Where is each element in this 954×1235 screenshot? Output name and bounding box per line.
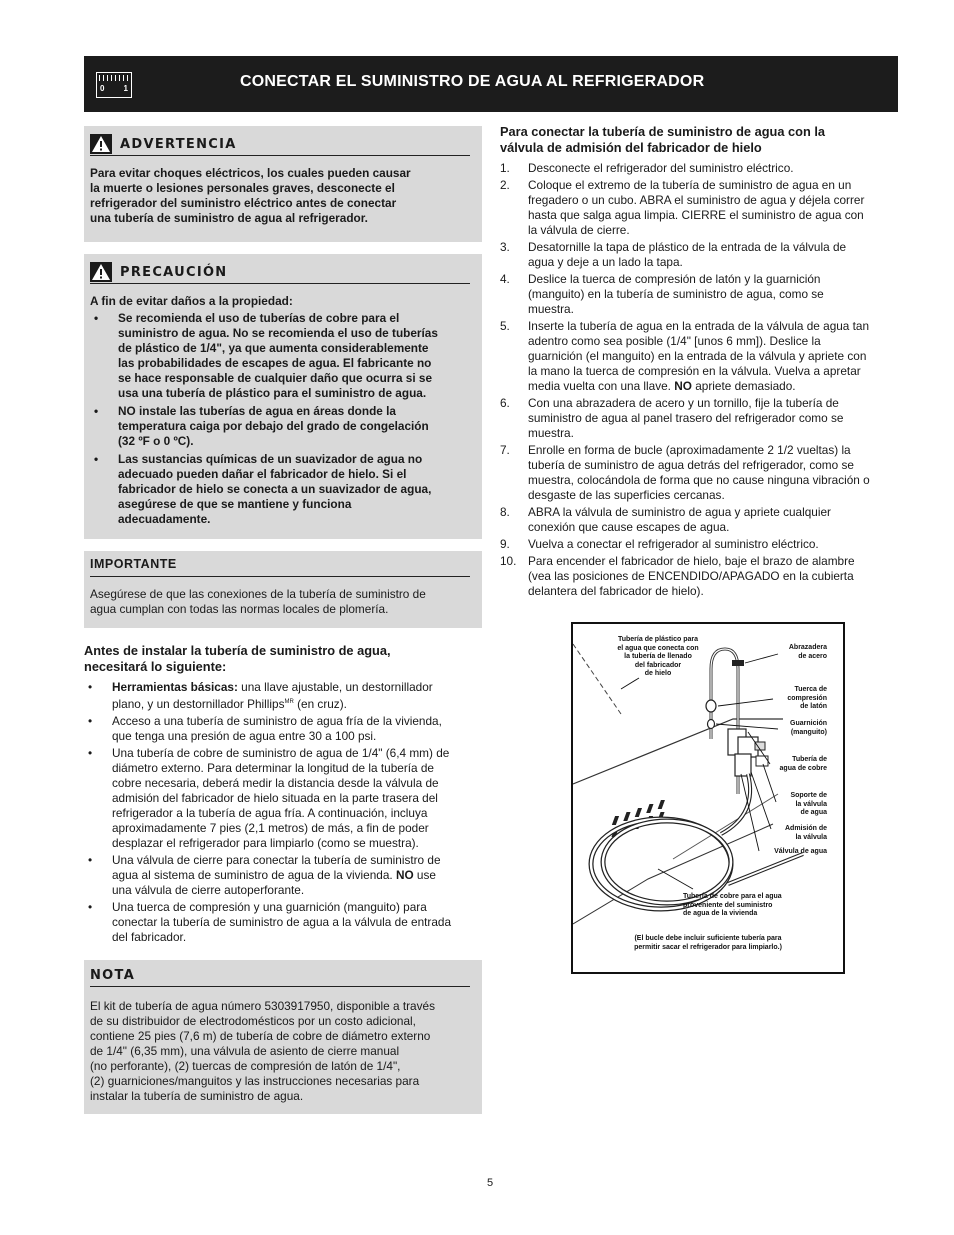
note-box (84, 960, 482, 1114)
emphasis-no: NO (674, 379, 692, 393)
warning-title: ADVERTENCIA (120, 136, 237, 152)
caution-title-row (90, 262, 470, 284)
label-line: Tuerca de (794, 686, 827, 693)
requirements-line: una válvula de cierre autoperforante. (112, 882, 305, 897)
label-line: de latón (800, 703, 827, 710)
warning-box (84, 126, 482, 242)
trademark-sup: MR (284, 699, 294, 705)
label-line: proveniente del suministro (683, 901, 773, 909)
caution-item (90, 452, 476, 527)
requirements-item (84, 680, 484, 712)
requirements-line: conectar la tubería de suministro de agua a la válvula de entrada (112, 914, 452, 929)
step-text: media vuelta con una llave. (528, 379, 675, 393)
step-line: adentro como sea posible (1/4" [unos 6 mm]). Deslice la (528, 334, 821, 348)
step-number: 2. (500, 178, 510, 192)
requirements-line: • Una tubería de cobre de suministro de agua de 1/4" (6,4 mm) de (112, 745, 450, 760)
step-line: conexión que cause escapes de agua. (528, 520, 730, 534)
step-item (500, 554, 905, 599)
step-line: muestra, colocándola de forma que no cause ninguna vibración o (528, 473, 870, 487)
caution-line: • NO instale las tuberías de agua en áreas donde la (118, 404, 396, 418)
label-line: la válvula (795, 800, 827, 808)
caution-title: PRECAUCIÓN (120, 264, 228, 280)
caution-line: de plástico de 1/4", ya que aumenta considerablemente (118, 341, 429, 355)
caution-item (90, 404, 476, 449)
requirements-item (84, 853, 484, 898)
label-line: Abrazadera (788, 644, 827, 651)
warning-body (84, 156, 476, 226)
step-item (500, 505, 905, 535)
caution-item (90, 311, 476, 401)
caution-box (84, 254, 482, 539)
requirements-text: una llave ajustable, un destornillador (237, 680, 433, 694)
requirements-item (84, 746, 484, 851)
step-item (500, 443, 905, 503)
steps-title: válvula de admisión del fabricador de hielo (500, 140, 762, 155)
step-number: 3. (500, 240, 510, 254)
caution-line: las probabilidades de escapes de agua. El fabricante no (118, 356, 432, 370)
page-number: 5 (487, 1177, 494, 1189)
label-line: de agua (800, 809, 827, 816)
step-item (500, 178, 905, 238)
label-line: compresión (787, 694, 827, 702)
requirements-title: Antes de instalar la tubería de suministro de agua, (84, 643, 391, 658)
step-line: (manguito) en la tubería de suministro de agua, como se (528, 287, 824, 301)
step-line: fregadero o un cubo. ABRA el suministro de agua y déjela correr (528, 193, 865, 207)
label-line: de hielo (644, 670, 672, 677)
warning-line: refrigerador del suministro eléctrico antes de conectar (90, 196, 397, 210)
caution-line: adecuado pueden dañar el fabricador de hielo. Si el (118, 467, 407, 481)
label-water-valve (774, 848, 827, 857)
emphasis-no: NO (395, 867, 414, 882)
caution-line: • Se recomienda el uso de tuberías de cobre para el (118, 311, 400, 325)
step-number: 7. (500, 443, 510, 457)
step-line: la válvula de cierre. (528, 223, 630, 237)
step-line: hasta que salga agua limpia. CIERRE el suministro de agua con (528, 208, 864, 222)
note-line: contiene 25 pies (7,6 m) de tubería de cobre de diámetro externo (90, 1029, 431, 1043)
requirements-title: necesitará lo siguiente: (84, 659, 227, 674)
label-valve-intake (785, 825, 827, 842)
label-line: permitir sacar el refrigerador para limpiarlo.) (634, 943, 782, 951)
ruler-icon (96, 72, 132, 98)
step-item (500, 240, 905, 270)
important-body (84, 577, 476, 617)
label-loop-note (593, 935, 823, 952)
label-compression-nut (787, 686, 827, 712)
label-line: agua de cobre (779, 764, 827, 772)
requirements-line (112, 868, 484, 883)
requirements-text: plano, y un destornillador Phillips (112, 696, 285, 711)
step-number: 4. (500, 272, 510, 286)
step-line: Coloque el extremo de la tubería de suministro de agua en un (528, 178, 852, 192)
requirements-line: • Acceso a una tubería de suministro de agua fría de la vivienda, (112, 713, 442, 728)
caution-intro: A fin de evitar daños a la propiedad: (90, 294, 293, 308)
note-body (84, 987, 476, 1104)
label-line: el agua que conecta con (617, 644, 699, 652)
requirements-line (112, 695, 484, 712)
step-line: Enrolle en forma de bucle (aproximadamente 2 1/2 vueltas) la (528, 443, 851, 457)
important-title-row (90, 555, 470, 577)
step-line: Desatornille la tapa de plástico de la entrada de la válvula de (528, 240, 847, 254)
step-text: apriete demasiado. (691, 379, 796, 393)
label-copper-tube (780, 756, 827, 773)
important-line: agua cumplan con todas las normas locales de plomería. (90, 602, 389, 616)
step-line: agua y deje a un lado la tapa. (528, 255, 683, 269)
label-line: Tubería de plástico para (617, 636, 698, 643)
note-line: El kit de tubería de agua número 5303917950, disponible a través (90, 999, 435, 1013)
caution-line: • Las sustancias químicas de un suavizador de agua no (118, 452, 423, 466)
label-line: de agua de la vivienda (683, 910, 758, 917)
step-number: 10. (500, 554, 517, 568)
step-line: Con una abrazadera de acero y un tornillo, fije la tubería de (528, 396, 839, 410)
label-line: Admisión de (784, 825, 827, 832)
requirements-line: diámetro externo. Para determinar la longitud de la tubería de (112, 760, 434, 775)
ruler-left-number: 0 (100, 84, 105, 93)
warning-line: una tubería de suministro de agua al refrigerador. (90, 211, 368, 225)
note-line: de 1/4" (6,35 mm), una válvula de asiento de cierre manual (90, 1044, 400, 1058)
warning-triangle-icon (90, 262, 112, 282)
caution-line: adecuadamente. (118, 512, 211, 526)
note-line: de su distribuidor de electrodomésticos por un costo adicional, (90, 1014, 416, 1028)
step-line: tubería de suministro de agua detrás del refrigerador, como se (528, 458, 854, 472)
requirements-text: (en cruz). (293, 696, 347, 711)
step-line: (vea las posiciones de ENCENDIDO/APAGADO en la cubierta (528, 569, 854, 583)
step-line: ABRA la válvula de suministro de agua y apriete cualquier (528, 505, 831, 519)
tools-label: Herramientas básicas: (112, 680, 238, 694)
important-line: Asegúrese de que las conexiones de la tubería de suministro de (90, 587, 426, 601)
note-title: NOTA (90, 968, 136, 983)
warning-title-row (90, 134, 470, 156)
caution-line: fabricador de hielo se conecta a un suavizador de agua, (118, 482, 432, 496)
step-number: 5. (500, 319, 510, 333)
step-line: suministro de agua al panel trasero del refrigerador como se (528, 411, 844, 425)
caution-line: suministro de agua. No se recomienda el uso de tuberías (118, 326, 438, 340)
label-line: del fabricador (634, 661, 682, 669)
step-line: Desconecte el refrigerador del suministro eléctrico. (528, 161, 794, 175)
requirements-item (84, 714, 484, 744)
requirements-line (112, 680, 484, 695)
label-line: Tubería de cobre para el agua (683, 893, 782, 900)
step-line: muestra. (528, 302, 574, 316)
label-house-copper (683, 893, 782, 919)
label-line: Válvula de agua (774, 848, 827, 855)
label-line: la válvula (795, 833, 827, 841)
step-line: Vuelva a conectar el refrigerador al suministro eléctrico. (528, 537, 819, 551)
step-line: delantera del fabricador de hielo). (528, 584, 704, 598)
requirements-line: desplazar el refrigerador para limpiarlo (como se muestra). (112, 835, 419, 850)
requirements-text: use (413, 867, 436, 882)
step-line: guarnición (el manguito) en la entrada de la válvula y apriete con (528, 349, 867, 363)
section-header (84, 56, 898, 112)
step-number: 9. (500, 537, 510, 551)
step-line (528, 379, 905, 394)
caution-line: usa una tubería de plástico para el suministro de agua. (118, 386, 427, 400)
requirements-section (84, 643, 484, 945)
water-connection-diagram (571, 622, 845, 974)
caution-line: se hace responsable de cualquier daño que ocurra si se (118, 371, 433, 385)
requirements-line: refrigerador a la tubería de agua fría. A continuación, incluya (112, 805, 428, 820)
label-line: de acero (798, 652, 827, 660)
note-line: (2) guarniciones/manguitos y las instrucciones necesarias para (90, 1074, 420, 1088)
requirements-line: • Una válvula de cierre para conectar la tubería de suministro de (112, 852, 441, 867)
step-item (500, 272, 905, 317)
steps-list (500, 161, 905, 599)
label-line: (El bucle debe incluir suficiente tubería para (634, 935, 782, 942)
requirements-line: que tenga una presión de agua entre 30 a 100 psi. (112, 728, 377, 743)
step-line: Deslice la tuerca de compresión de latón y la guarnición (528, 272, 821, 286)
label-plastic-tube (605, 636, 711, 679)
caution-list (90, 311, 476, 527)
step-line: la mano la tuerca de compresión en la válvula. Vuelva a apretar (528, 364, 861, 378)
requirements-line: admisión del fabricador de hielo situada en la parte trasera del (112, 790, 438, 805)
requirements-line: aproximadamente 7 pies (2,1 metros) de más, a fin de poder (112, 820, 429, 835)
step-item (500, 319, 905, 394)
warning-line: Para evitar choques eléctricos, los cuales pueden causar (90, 166, 411, 180)
step-item (500, 161, 905, 176)
step-line: Inserte la tubería de agua en la entrada de la válvula de agua tan (528, 319, 870, 333)
step-number: 6. (500, 396, 510, 410)
warning-triangle-icon (90, 134, 112, 154)
ruler-right-number: 1 (123, 84, 128, 93)
caution-body (84, 284, 476, 527)
requirements-list (84, 680, 484, 945)
section-title: CONECTAR EL SUMINISTRO DE AGUA AL REFRIGERADOR (240, 73, 705, 90)
note-title-row (90, 966, 470, 987)
requirements-line: • Una tuerca de compresión y una guarnición (manguito) para (112, 899, 427, 914)
caution-line: (32 ºF o 0 ºC). (118, 434, 194, 448)
label-line: (manguito) (790, 728, 827, 736)
important-title: IMPORTANTE (90, 557, 177, 571)
warning-line: la muerte o lesiones personales graves, desconecte el (90, 181, 395, 195)
caution-line: asegúrese de que se mantiene y funciona (118, 497, 352, 511)
requirements-item (84, 900, 484, 945)
step-number: 1. (500, 161, 510, 175)
step-line: Para encender el fabricador de hielo, baje el brazo de alambre (528, 554, 855, 568)
step-line: desgaste de las superficies cercanas. (528, 488, 725, 502)
label-sleeve (790, 720, 827, 737)
caution-line: temperatura caiga por debajo del grado de congelación (118, 419, 429, 433)
requirements-line: del fabricador. (112, 929, 187, 944)
requirements-line: cobre necesaria, deberá medir la distancia desde la válvula de (112, 775, 439, 790)
label-line: Soporte de (790, 792, 827, 799)
step-line: muestra. (528, 426, 574, 440)
step-item (500, 537, 905, 552)
note-line: (no perforante), (2) tuercas de compresión de latón de 1/4", (90, 1059, 401, 1073)
label-line: Tubería de (792, 756, 827, 763)
steps-title: Para conectar la tubería de suministro de agua con la (500, 124, 826, 139)
note-line: instalar la tubería de suministro de agua. (90, 1089, 304, 1103)
step-item (500, 396, 905, 441)
connection-steps-section (500, 124, 905, 601)
label-valve-bracket (790, 792, 827, 818)
requirements-text: agua al sistema de suministro de agua de la vivienda. (112, 867, 393, 882)
label-line: Guarnición (790, 720, 827, 727)
label-steel-clamp (789, 644, 827, 661)
label-line: la tubería de llenado (624, 653, 692, 660)
step-number: 8. (500, 505, 510, 519)
important-box (84, 551, 482, 628)
